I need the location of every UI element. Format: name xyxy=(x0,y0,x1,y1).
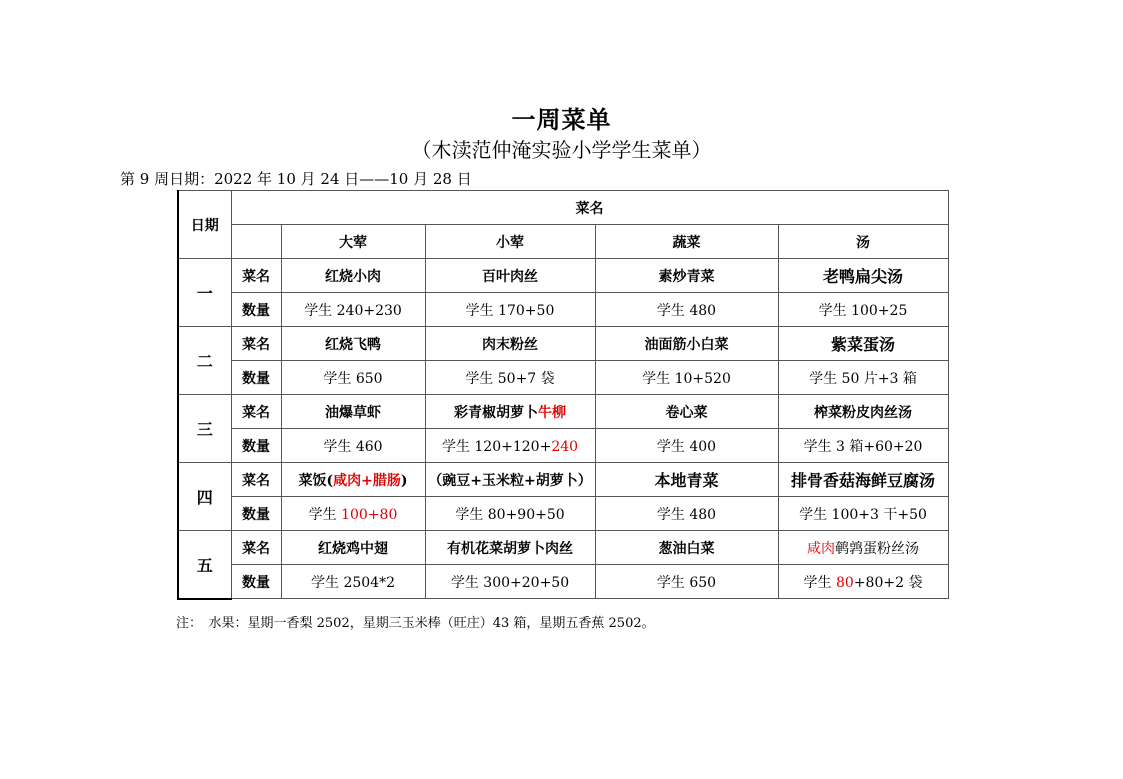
day1-qty-row xyxy=(178,293,948,327)
qty-highlight-text: 100+80 xyxy=(341,506,398,523)
qty-cell: 学生 10+520 xyxy=(595,361,778,395)
dish-cell: 本地青菜 xyxy=(595,463,778,497)
qty-highlight-text: 240 xyxy=(551,438,579,455)
week-date-line: 第 9 周日期：2022 年 10 月 24 日——10 月 28 日 xyxy=(120,170,472,188)
dish-text: 彩青椒胡萝卜 xyxy=(454,404,538,421)
qty-cell: 学生 480 xyxy=(595,293,778,327)
qty-cell: 学生 50+7 袋 xyxy=(425,361,595,395)
day-label-thu: 四 xyxy=(178,463,231,531)
dish-text: 鹌鹑蛋粉丝汤 xyxy=(835,540,920,557)
qty-cell: 学生 650 xyxy=(281,361,425,395)
footnote: 注： 水果：星期一香梨 2502，星期三玉米棒（旺庄）43 箱，星期五香蕉 2502。 xyxy=(176,616,655,631)
dish-cell: 卷心菜 xyxy=(595,395,778,429)
day-label-mon: 一 xyxy=(178,259,231,327)
dish-cell: 排骨香菇海鲜豆腐汤 xyxy=(778,463,948,497)
dish-cell: 油面筋小白菜 xyxy=(595,327,778,361)
dish-cell xyxy=(281,463,425,497)
row-label-qty: 数量 xyxy=(231,293,281,327)
dish-cell: 红烧鸡中翅 xyxy=(281,531,425,565)
header-col-side-meat: 小荤 xyxy=(425,225,595,259)
day4-qty-row xyxy=(178,497,948,531)
dish-cell: 素炒青菜 xyxy=(595,259,778,293)
dish-cell: 肉末粉丝 xyxy=(425,327,595,361)
row-label-qty: 数量 xyxy=(231,497,281,531)
qty-cell: 学生 240+230 xyxy=(281,293,425,327)
dish-cell: 葱油白菜 xyxy=(595,531,778,565)
qty-cell: 学生 2504*2 xyxy=(281,565,425,599)
header-menu: 菜名 xyxy=(231,191,948,225)
dish-cell: 紫菜蛋汤 xyxy=(778,327,948,361)
header-col-soup: 汤 xyxy=(778,225,948,259)
qty-cell: 学生 50 片+3 箱 xyxy=(778,361,948,395)
header-row-1 xyxy=(178,191,948,225)
row-label-qty: 数量 xyxy=(231,361,281,395)
day3-dish-row xyxy=(178,395,948,429)
day-label-wed: 三 xyxy=(178,395,231,463)
row-label-dish: 菜名 xyxy=(231,531,281,565)
qty-text: 学生 xyxy=(803,574,836,591)
dish-cell: （豌豆+玉米粒+胡萝卜） xyxy=(425,463,595,497)
header-blank-cell xyxy=(231,225,281,259)
dish-cell: 红烧飞鸭 xyxy=(281,327,425,361)
day5-qty-row xyxy=(178,565,948,599)
qty-cell xyxy=(281,497,425,531)
day3-qty-row xyxy=(178,429,948,463)
qty-cell xyxy=(778,565,948,599)
row-label-dish: 菜名 xyxy=(231,259,281,293)
page-subtitle: （木渎范仲淹实验小学学生菜单） xyxy=(411,138,712,162)
dish-text-close: ) xyxy=(400,472,408,489)
page-title: 一周菜单 xyxy=(511,105,612,134)
day5-dish-row xyxy=(178,531,948,565)
row-label-dish: 菜名 xyxy=(231,463,281,497)
dish-cell: 百叶肉丝 xyxy=(425,259,595,293)
day4-dish-row xyxy=(178,463,948,497)
dish-highlight-text: 咸肉 xyxy=(807,540,836,557)
qty-cell: 学生 170+50 xyxy=(425,293,595,327)
row-label-dish: 菜名 xyxy=(231,327,281,361)
qty-cell: 学生 3 箱+60+20 xyxy=(778,429,948,463)
dish-cell: 榨菜粉皮肉丝汤 xyxy=(778,395,948,429)
header-date: 日期 xyxy=(178,191,231,259)
qty-text: 学生 xyxy=(308,506,342,523)
day2-qty-row xyxy=(178,361,948,395)
day1-dish-row xyxy=(178,259,948,293)
dish-cell: 红烧小肉 xyxy=(281,259,425,293)
qty-cell xyxy=(425,429,595,463)
dish-cell: 油爆草虾 xyxy=(281,395,425,429)
dish-cell: 老鸭扁尖汤 xyxy=(778,259,948,293)
dish-cell xyxy=(778,531,948,565)
qty-cell: 学生 100+3 干+50 xyxy=(778,497,948,531)
qty-cell: 学生 80+90+50 xyxy=(425,497,595,531)
dish-text: 菜饭( xyxy=(298,472,334,489)
qty-text-rest: +80+2 袋 xyxy=(853,574,923,591)
qty-text: 学生 120+120+ xyxy=(441,438,552,455)
row-label-dish: 菜名 xyxy=(231,395,281,429)
qty-cell: 学生 460 xyxy=(281,429,425,463)
dish-highlight-text: 牛柳 xyxy=(538,404,566,421)
qty-highlight-text: 80 xyxy=(836,574,854,591)
day-label-fri: 五 xyxy=(178,531,231,599)
header-row-2 xyxy=(178,225,948,259)
dish-cell: 有机花菜胡萝卜肉丝 xyxy=(425,531,595,565)
day2-dish-row xyxy=(178,327,948,361)
qty-cell: 学生 100+25 xyxy=(778,293,948,327)
day-label-tue: 二 xyxy=(178,327,231,395)
dish-highlight-text: 咸肉+腊肠 xyxy=(333,472,401,489)
qty-cell: 学生 300+20+50 xyxy=(425,565,595,599)
header-col-main-meat: 大荤 xyxy=(281,225,425,259)
dish-cell xyxy=(425,395,595,429)
qty-cell: 学生 480 xyxy=(595,497,778,531)
row-label-qty: 数量 xyxy=(231,429,281,463)
row-label-qty: 数量 xyxy=(231,565,281,599)
qty-cell: 学生 400 xyxy=(595,429,778,463)
qty-cell: 学生 650 xyxy=(595,565,778,599)
header-col-vegetable: 蔬菜 xyxy=(595,225,778,259)
weekly-menu-table xyxy=(177,190,949,600)
